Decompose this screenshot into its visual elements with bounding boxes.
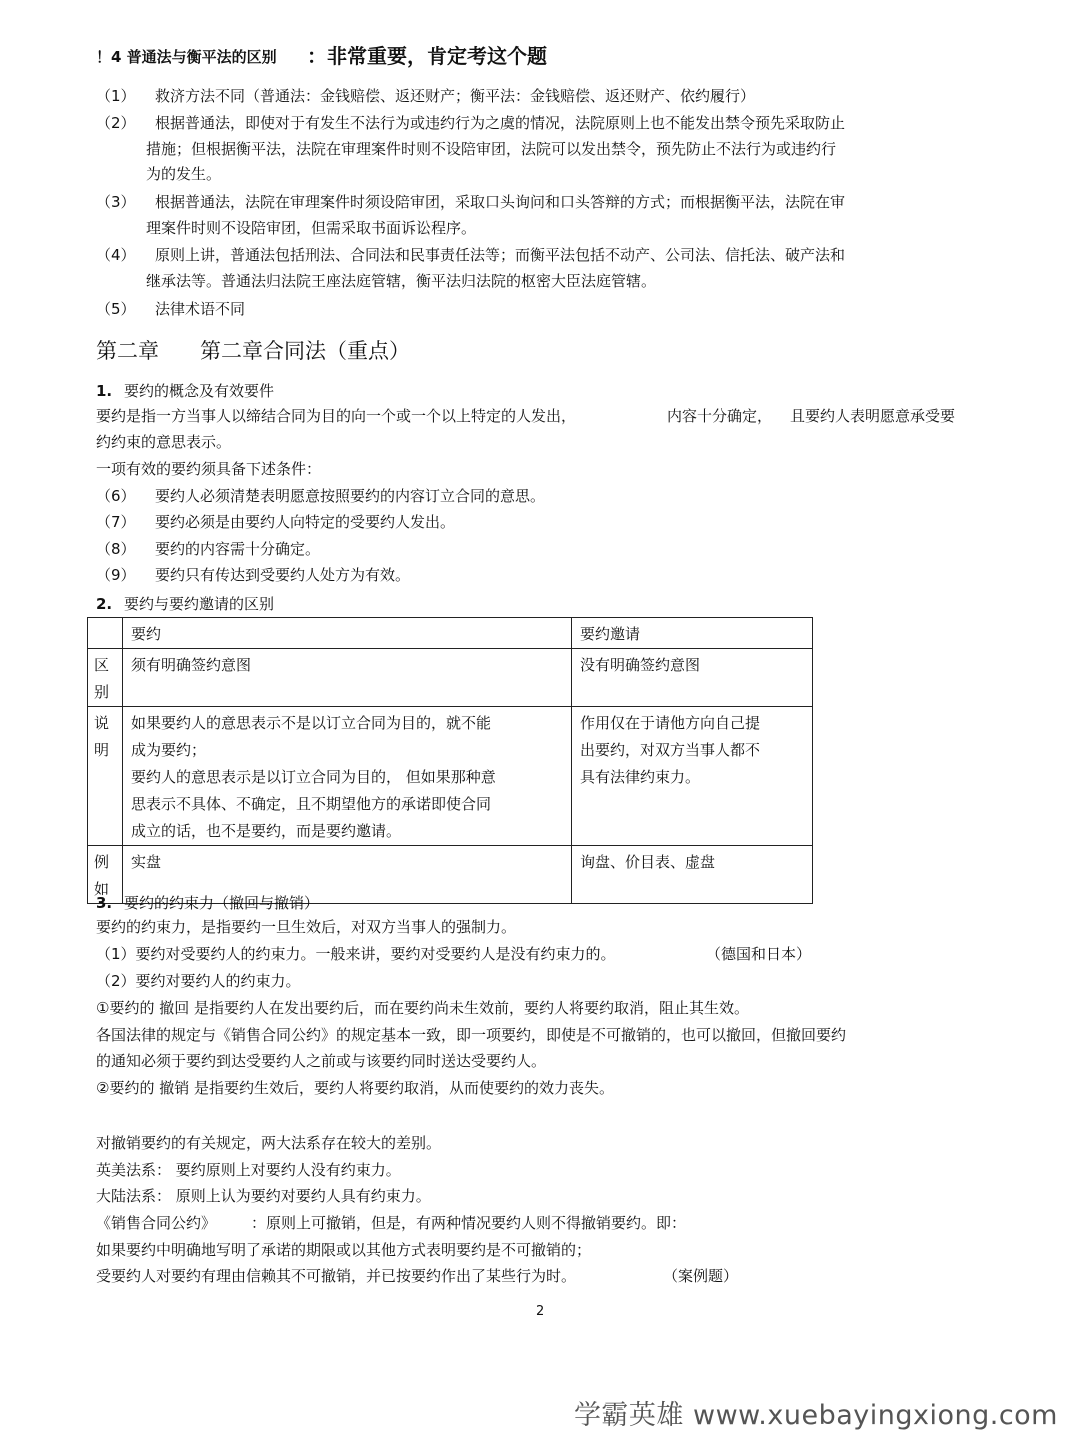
- paragraph: 各国法律的规定与《销售合同公约》的规定基本一致，即一项要约，即使是不可撤销的，也可以撤回，但撤回要约: [96, 1026, 847, 1044]
- list-item-cont: 为的发生。: [146, 165, 222, 183]
- cell-text: 如果要约人的意思表示不是以订立合同为目的，就不能: [131, 714, 492, 732]
- list-item: 法律术语不同: [155, 300, 246, 318]
- item-number: （9）: [96, 566, 136, 584]
- cell-text: 成立的话，也不是要约，而是要约邀请。: [131, 822, 402, 840]
- table-header-cell: [88, 618, 123, 649]
- paragraph: （1）要约对受要约人的约束力。一般来讲，要约对受要约人是没有约束力的。: [96, 945, 616, 963]
- paragraph: （德国和日本）: [706, 945, 812, 963]
- table-header-cell: 要约邀请: [572, 618, 813, 649]
- list-item: 救济方法不同（普通法：金钱赔偿、返还财产；衡平法：金钱赔偿、返还财产、依约履行）: [155, 87, 756, 105]
- paragraph: 且要约人表明愿意承受要: [790, 407, 956, 425]
- item-number: （6）: [96, 487, 136, 505]
- table-header-cell: 要约: [123, 618, 572, 649]
- paragraph: 英美法系： 要约原则上对要约人没有约束力。: [96, 1161, 401, 1179]
- list-item: 要约的内容需十分确定。: [155, 540, 321, 558]
- table-row: [88, 707, 813, 846]
- paragraph: ①要约的 撤回 是指要约人在发出要约后，而在要约尚未生效前，要约人将要约取消，阻止其生效。: [96, 999, 749, 1017]
- paragraph: 要约是指一方当事人以缔结合同为目的向一个或一个以上特定的人发出，: [96, 407, 577, 425]
- paragraph: 对撤销要约的有关规定，两大法系存在较大的差别。: [96, 1134, 442, 1152]
- item-number: （1）: [96, 87, 136, 105]
- section-number: 1.: [96, 382, 113, 400]
- list-item-cont: 措施；但根据衡平法，法院在审理案件时则不设陪审团，法院可以发出禁令，预先防止不法行为或违约行: [146, 140, 837, 158]
- section-title: 要约的概念及有效要件: [124, 382, 275, 400]
- section-number: 2.: [96, 595, 113, 613]
- row-label: 例如: [88, 846, 123, 904]
- cell-text: 实盘: [131, 853, 162, 871]
- comparison-table: [87, 617, 813, 904]
- list-item: 要约必须是由要约人向特定的受要约人发出。: [155, 513, 456, 531]
- item-number: （2）: [96, 114, 136, 132]
- table-cell: [572, 846, 813, 904]
- cell-text: 思表示不具体、不确定，且不期望他方的承诺即使合同: [131, 795, 492, 813]
- table-header-row: [88, 618, 813, 649]
- item-number: （5）: [96, 300, 136, 318]
- paragraph: 一项有效的要约须具备下述条件：: [96, 460, 322, 478]
- row-label: 区别: [88, 649, 123, 707]
- list-item: 根据普通法，法院在审理案件时须设陪审团，采取口头询问和口头答辩的方式；而根据衡平法，法院在审: [155, 193, 846, 211]
- paragraph: 要约的约束力，是指要约一旦生效后，对双方当事人的强制力。: [96, 918, 517, 936]
- paragraph: ②要约的 撤销 是指要约生效后，要约人将要约取消，从而使要约的效力丧失。: [96, 1079, 614, 1097]
- list-item: 要约人必须清楚表明愿意按照要约的内容订立合同的意思。: [155, 487, 546, 505]
- table-cell: [572, 707, 813, 846]
- item-number: （7）: [96, 513, 136, 531]
- section-title: 要约与要约邀请的区别: [124, 595, 275, 613]
- section-number: 3.: [96, 894, 113, 912]
- paragraph: 受要约人对要约有理由信赖其不可撤销，并已按要约作出了某些行为时。: [96, 1267, 577, 1285]
- paragraph: 大陆法系： 原则上认为要约对要约人具有约束力。: [96, 1187, 431, 1205]
- list-item: 根据普通法，即使对于有发生不法行为或违约行为之虞的情况，法院原则上也不能发出禁令预先采取防止: [155, 114, 846, 132]
- cell-text: 要约人的意思表示是以订立合同为目的， 但如果那种意: [131, 768, 496, 786]
- page-number: 2: [536, 1304, 545, 1319]
- cell-text: 出要约，对双方当事人都不: [580, 741, 761, 759]
- cell-text: 作用仅在于请他方向自己提: [580, 714, 761, 732]
- paragraph: 《销售合同公约》: [96, 1214, 217, 1232]
- paragraph: 如果要约中明确地写明了承诺的期限或以其他方式表明要约是不可撤销的；: [96, 1241, 592, 1259]
- list-item-cont: 继承法等。普通法归法院王座法庭管辖，衡平法归法院的枢密大臣法庭管辖。: [146, 272, 657, 290]
- list-item: 原则上讲，普通法包括刑法、合同法和民事责任法等；而衡平法包括不动产、公司法、信托法、破产法和: [155, 246, 846, 264]
- table-cell: [123, 649, 572, 707]
- chapter-label: 第二章: [96, 339, 159, 363]
- cell-text: 询盘、价目表、虚盘: [580, 853, 716, 871]
- section-4-heading: ！4 普通法与衡平法的区别: [96, 48, 277, 66]
- paragraph: （案例题）: [663, 1267, 739, 1285]
- table-cell: [572, 649, 813, 707]
- section-title: 要约的约束力（撤回与撤销）: [124, 894, 320, 912]
- paragraph: 约约束的意思表示。: [96, 433, 232, 451]
- item-number: （4）: [96, 246, 136, 264]
- list-item: 要约只有传达到受要约人处方为有效。: [155, 566, 411, 584]
- row-label: 说明: [88, 707, 123, 846]
- cell-text: 须有明确签约意图: [131, 656, 252, 674]
- paragraph: 的通知必须于要约到达受要约人之前或与该要约同时送达受要约人。: [96, 1052, 547, 1070]
- item-number: （3）: [96, 193, 136, 211]
- chapter-title: 第二章合同法（重点）: [200, 339, 410, 363]
- watermark: 学霸英雄 www.xuebayingxiong.com: [573, 1400, 1058, 1431]
- paragraph: （2）要约对要约人的约束力。: [96, 972, 301, 990]
- section-4-emphasis: ：非常重要，肯定考这个题: [307, 44, 547, 68]
- cell-text: 没有明确签约意图: [580, 656, 701, 674]
- list-item-cont: 理案件时则不设陪审团，但需采取书面诉讼程序。: [146, 219, 477, 237]
- table-row: [88, 649, 813, 707]
- cell-text: 具有法律约束力。: [580, 768, 701, 786]
- paragraph: ：原则上可撤销，但是，有两种情况要约人则不得撤销要约。即：: [251, 1214, 687, 1232]
- item-number: （8）: [96, 540, 136, 558]
- table-cell: [123, 707, 572, 846]
- paragraph: 内容十分确定，: [667, 407, 773, 425]
- cell-text: 成为要约；: [131, 741, 207, 759]
